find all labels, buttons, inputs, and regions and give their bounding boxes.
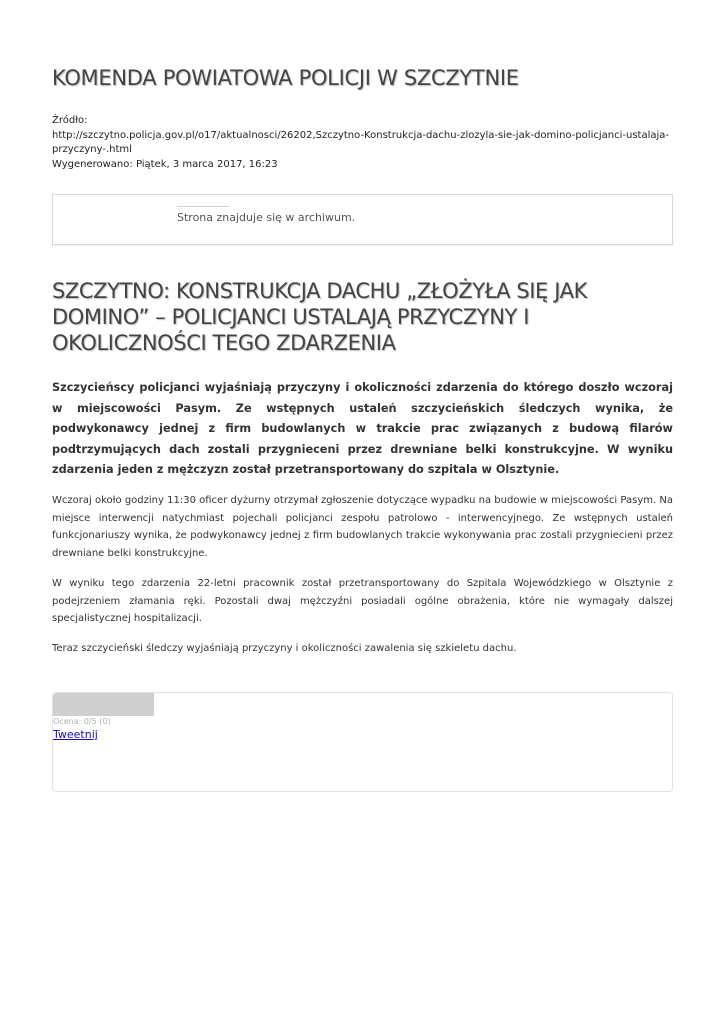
generated-timestamp: Wygenerowano: Piątek, 3 marca 2017, 16:23	[52, 158, 278, 170]
rating-stars[interactable]	[53, 693, 154, 716]
source-meta	[52, 114, 673, 172]
rating-box	[52, 692, 673, 792]
source-label: Źródło:	[52, 115, 88, 126]
rating-text: Ocena: 0/5 (0)	[53, 717, 111, 726]
article-paragraph: Teraz szczycieński śledczy wyjaśniają przyczyny i okoliczności zawalenia się szkieletu dachu.	[52, 643, 517, 654]
article-lead: Szczycieńscy policjanci wyjaśniają przyczyny i okoliczności zdarzenia do którego doszło wczoraj w miejscowości Pasym. Ze wstępnych ustaleń szczycieńskich śledczych wynika, że podwykonawcy jednej z firm budowlanych w trakcie prac związanych z budową filarów podtrzymujących dach zostali przygnieceni przez drewniane belki konstrukcyjne. W wyniku zdarzenia jeden z mężczyzn został przetransportowany do szpitala w Olsztynie.	[52, 381, 673, 476]
archive-notice-box	[52, 194, 673, 245]
article-title: SZCZYTNO: KONSTRUKCJA DACHU „ZŁOŻYŁA SIĘ JAK DOMINO” – POLICJANCI USTALAJĄ PRZYCZYNY I OKOLICZNOŚCI TEGO ZDARZENIA	[52, 279, 587, 355]
tweet-link[interactable]: Tweetnij	[53, 728, 98, 741]
site-title: KOMENDA POWIATOWA POLICJI W SZCZYTNIE	[52, 66, 519, 90]
source-url: http://szczytno.policja.gov.pl/o17/aktualnosci/26202,Szczytno-Konstrukcja-dachu-zlozyla-sie-jak-domino-policjanci-ustalaja-przyczyny-.html	[52, 129, 669, 155]
archive-notice: Strona znajduje się w archiwum.	[177, 211, 356, 224]
article-paragraph: W wyniku tego zdarzenia 22-letni pracownik został przetransportowany do Szpitala Wojewódzkiego w Olsztynie z podejrzeniem złamania ręki. Pozostali dwaj mężczyźni posiadali ogólne obrażenia, które nie wymagały dalszej specjalistycznej hospitalizacji.	[52, 578, 673, 624]
article-paragraph: Wczoraj około godziny 11:30 oficer dyżurny otrzymał zgłoszenie dotyczące wypadku na budowie w miejscowości Pasym. Na miejsce interwencji natychmiast pojechali policjanci zespołu patrolowo - interwencyjnego. Ze wstępnych ustaleń funkcjonariuszy wynika, że podwykonawcy jednej z firm budowlanych trakcie wykonywania prac zostali przygniecieni przez drewniane belki konstrukcyjne.	[52, 495, 673, 559]
archive-divider	[177, 206, 229, 207]
